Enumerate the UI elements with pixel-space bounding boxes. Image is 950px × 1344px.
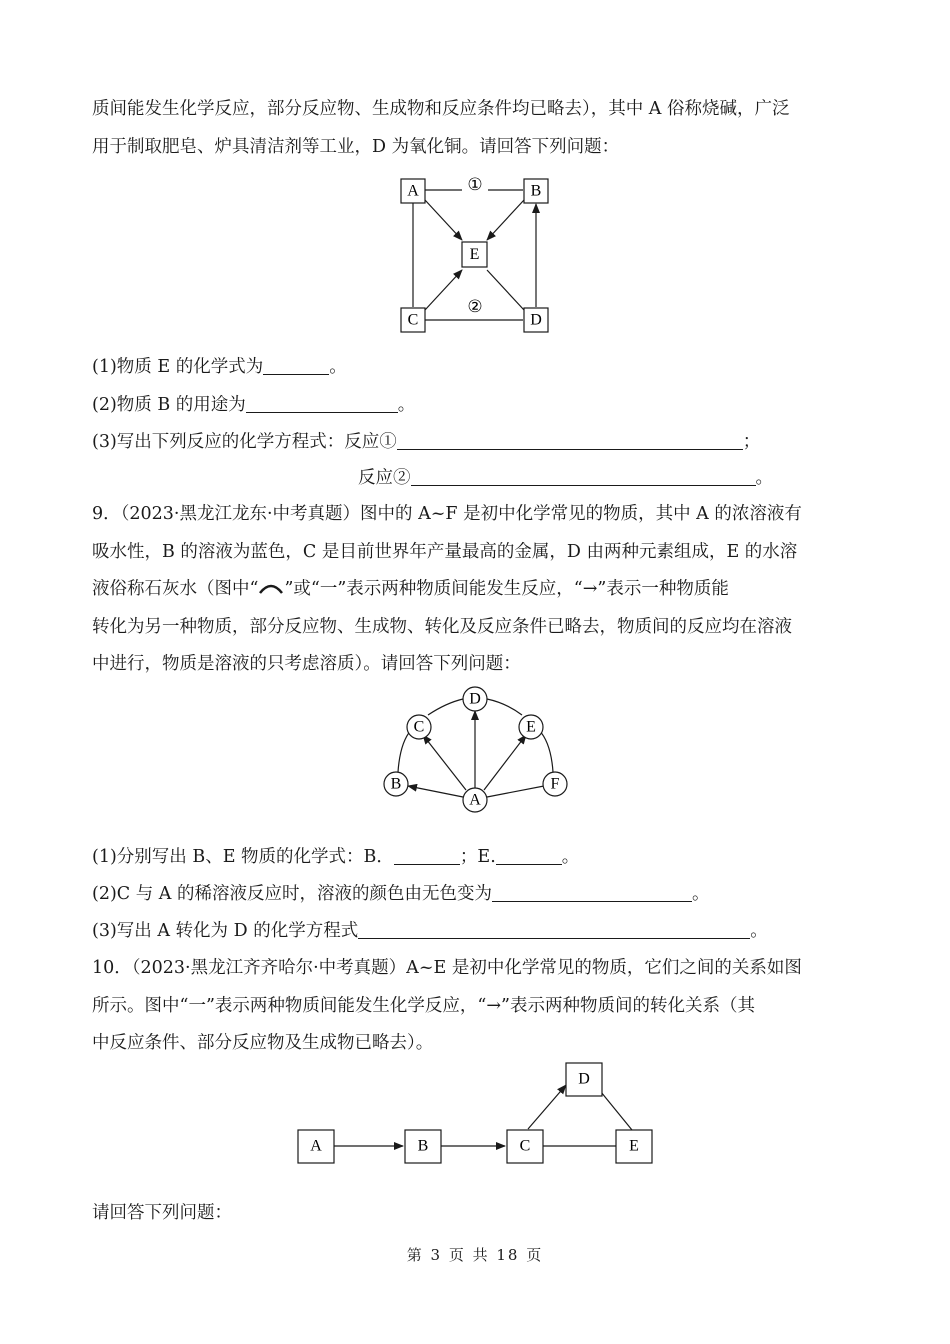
- q10-node-a: [298, 1130, 334, 1163]
- answer-blank[interactable]: [496, 846, 562, 865]
- q8-node-d: [524, 308, 548, 332]
- q8-arrow-a-e: [425, 200, 462, 240]
- q8-diagram: [390, 170, 560, 340]
- svg-text:C: C: [407, 311, 419, 329]
- q9-sub-2: (2)C 与 A 的稀溶液反应时，溶液的颜色由无色变为 。: [92, 884, 710, 904]
- q9-node-d: [463, 687, 487, 711]
- q8-intro-line-2: 用于制取肥皂、炉具清洁剂等工业，D 为氧化铜。请回答下列问题：: [92, 137, 620, 157]
- q9-line-4: 转化为另一种物质，部分反应物、生成物、转化及反应条件已略去，物质间的反应均在溶液: [92, 617, 792, 637]
- q9-sub-3: (3)写出 A 转化为 D 的化学方程式 。: [92, 921, 768, 941]
- q8-arrow-b-e: [487, 200, 524, 240]
- page-footer: 第 3 页 共 18 页: [406, 1246, 544, 1264]
- q8-edge-d-e: [487, 270, 524, 310]
- svg-text:F: F: [550, 775, 560, 793]
- q9-edge-e-f: [539, 730, 553, 772]
- answer-blank[interactable]: [246, 394, 398, 413]
- q8-sub-2: (2)物质 B 的用途为 。: [92, 395, 416, 415]
- q8-node-a: [401, 179, 425, 203]
- svg-text:A: A: [469, 791, 481, 809]
- q8-sub-3: (3)写出下列反应的化学方程式：反应① ；: [92, 432, 761, 452]
- svg-text:D: D: [530, 311, 542, 329]
- svg-text:E: E: [629, 1137, 639, 1155]
- svg-text:B: B: [530, 182, 542, 200]
- q9-node-b: [384, 772, 408, 796]
- svg-text:E: E: [526, 718, 536, 736]
- answer-blank[interactable]: [411, 467, 756, 486]
- q9-node-a: [463, 788, 487, 812]
- svg-text:C: C: [413, 718, 425, 736]
- q10-node-e: [616, 1130, 652, 1163]
- q10-diagram: [290, 1058, 660, 1170]
- q10-arrow-c-d: [528, 1085, 566, 1129]
- q9-node-e: [519, 715, 543, 739]
- q8-node-e: [462, 242, 487, 267]
- svg-text:E: E: [469, 246, 480, 264]
- q9-line-3: 液俗称石灰水（图中“ ”或“一”表示两种物质间能发生反应，“→”表示一种物质能: [92, 579, 729, 599]
- q10-prompt: 请回答下列问题：: [92, 1203, 232, 1223]
- q10-node-c: [507, 1130, 543, 1163]
- q10-node-d: [566, 1063, 602, 1096]
- q9-edge-c-d: [428, 699, 463, 715]
- answer-blank[interactable]: [397, 431, 743, 450]
- answer-blank[interactable]: [492, 883, 692, 902]
- q10-edge-d-e: [601, 1092, 632, 1130]
- svg-text:C: C: [519, 1137, 531, 1155]
- svg-text:D: D: [469, 690, 481, 708]
- q9-edge-d-e: [487, 699, 522, 715]
- q8-arrow-c-e: [425, 270, 462, 310]
- q9-line-1: 9．（2023·黑龙江龙东·中考真题）图中的 A~F 是初中化学常见的物质，其中 A 的浓溶液有: [92, 504, 802, 524]
- q10-line-2: 所示。图中“一”表示两种物质间能发生化学反应，“→”表示两种物质间的转化关系（其: [92, 996, 755, 1016]
- q9-line-2: 吸水性，B 的溶液为蓝色，C 是目前世界年产量最高的金属，D 由两种元素组成，E 的水溶: [92, 542, 798, 562]
- q9-node-f: [543, 772, 567, 796]
- q9-node-c: [407, 715, 431, 739]
- svg-text:A: A: [310, 1137, 322, 1155]
- svg-text:A: A: [407, 182, 419, 200]
- q8-sub-1: (1)物质 E 的化学式为 。: [92, 357, 347, 377]
- q9-line-5: 中进行，物质是溶液的只考虑溶质）。请回答下列问题：: [92, 654, 521, 674]
- q9-edge-a-f: [487, 786, 544, 797]
- q9-edge-b-c: [398, 730, 411, 772]
- q9-arrow-a-c: [423, 735, 466, 790]
- svg-text:B: B: [417, 1137, 429, 1155]
- q8-label-2: ②: [467, 296, 483, 316]
- q10-line-3: 中反应条件、部分反应物及生成物已略去）。: [92, 1033, 434, 1053]
- q9-arrow-a-e: [484, 735, 526, 790]
- q8-node-b: [524, 179, 548, 203]
- q10-node-b: [405, 1130, 441, 1163]
- answer-blank[interactable]: [263, 356, 329, 375]
- q8-node-c: [401, 308, 425, 332]
- q9-sub-1: (1)分别写出 B、E 物质的化学式：B． ；E. 。: [92, 847, 580, 867]
- q9-arrow-a-b: [408, 786, 463, 797]
- arc-symbol-icon: [258, 581, 284, 595]
- answer-blank[interactable]: [358, 920, 750, 939]
- q9-diagram: [376, 685, 576, 815]
- q8-intro-line-1: 质间能发生化学反应，部分反应物、生成物和反应条件均已略去），其中 A 俗称烧碱，广泛: [92, 99, 790, 119]
- q8-label-1: ①: [467, 174, 483, 194]
- q10-line-1: 10．（2023·黑龙江齐齐哈尔·中考真题）A~E 是初中化学常见的物质，它们之间的关系如图: [92, 958, 802, 978]
- svg-text:D: D: [578, 1070, 590, 1088]
- svg-text:B: B: [390, 775, 402, 793]
- q8-sub-3b: 反应② 。: [358, 468, 773, 488]
- answer-blank[interactable]: [394, 846, 460, 865]
